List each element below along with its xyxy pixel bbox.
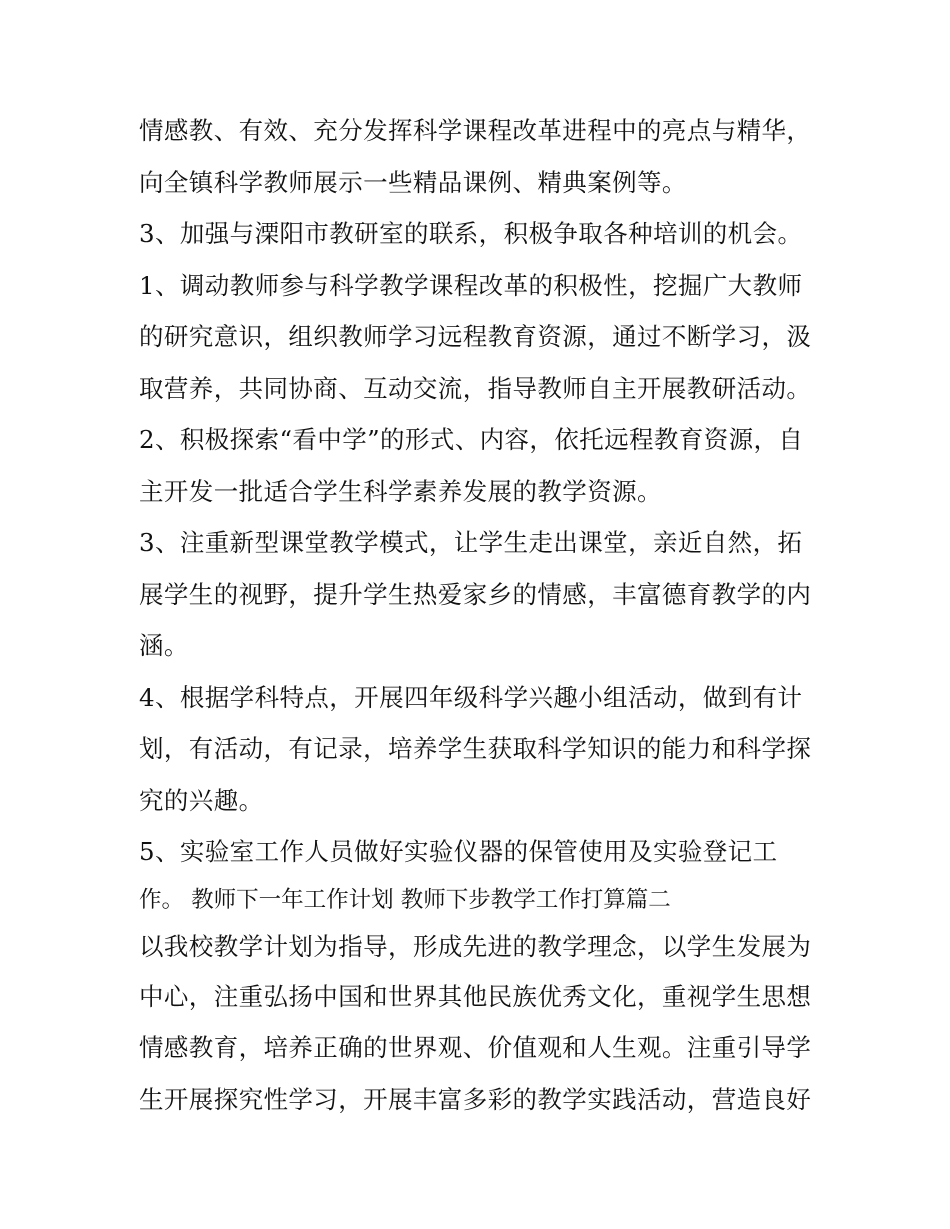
text-line: 1、调动教师参与科学教学课程改革的积极性，挖掘广大教师 — [139, 270, 803, 300]
text-line: 情感教育，培养正确的世界观、价值观和人生观。注重引导学 — [139, 1033, 812, 1062]
document-body — [139, 105, 829, 1125]
text-line: 情感教、有效、充分发挥科学课程改革进程中的亮点与精华， — [139, 116, 812, 145]
section-title-line: 作。 教师下一年工作计划 教师下步教学工作打算篇二 — [139, 886, 671, 913]
text-line: 取营养，共同协商、互动交流，指导教师自主开展教研活动。 — [139, 373, 812, 403]
text-line: 3、加强与溧阳市教研室的联系，积极争取各种培训的机会。 — [139, 219, 803, 248]
text-line: 的研究意识，组织教师学习远程教育资源，通过不断学习，汲 — [139, 322, 812, 351]
text-line: 究的兴趣。 — [139, 785, 264, 815]
text-line: 4、根据学科特点，开展四年级科学兴趣小组活动，做到有计 — [139, 682, 803, 712]
text-line: 以我校教学计划为指导，形成先进的教学理念，以学生发展为 — [139, 931, 812, 961]
text-line: 生开展探究性学习，开展丰富多彩的教学实践活动，营造良好 — [139, 1084, 812, 1114]
text-line: 向全镇科学教师展示一些精品课例、精典案例等。 — [139, 167, 687, 197]
text-line: 中心，注重弘扬中国和世界其他民族优秀文化，重视学生思想 — [139, 981, 812, 1011]
text-line: 3、注重新型课堂教学模式，让学生走出课堂，亲近自然，拓 — [139, 528, 803, 557]
text-line: 5、实验室工作人员做好实验仪器的保管使用及实验登记工 — [139, 837, 778, 866]
text-line: 划，有活动，有记录，培养学生获取科学知识的能力和科学探 — [139, 734, 812, 763]
text-line: 2、积极探索“看中学”的形式、内容，依托远程教育资源，自 — [139, 425, 804, 454]
text-line: 展学生的视野，提升学生热爱家乡的情感，丰富德育教学的内 — [139, 579, 812, 609]
text-line: 主开发一批适合学生科学素养发展的教学资源。 — [139, 476, 662, 506]
text-line: 涵。 — [139, 631, 189, 660]
